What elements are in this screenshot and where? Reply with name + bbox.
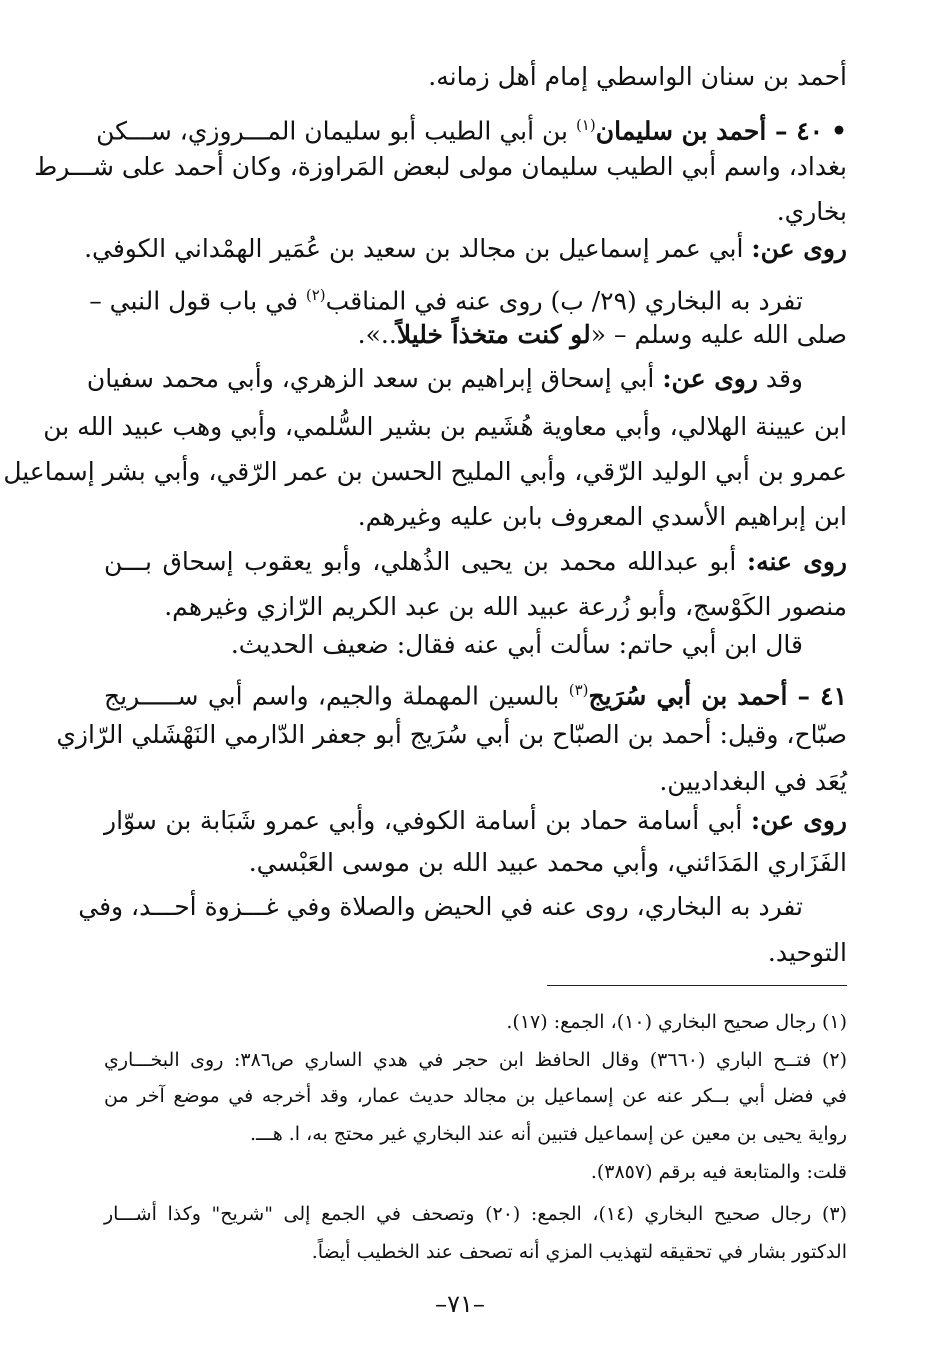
footnote-3-line-2 — [104, 1238, 847, 1266]
footnote-text: رواية يحيى بن معين عن إسماعيل فتبين أنه عند البخاري غير محتج به، ا. هـــ. — [249, 1123, 847, 1145]
footnote-2-line-1 — [104, 1046, 847, 1074]
text-line-3 — [34, 150, 847, 184]
footnote-divider — [547, 985, 847, 986]
line-text: أبو عبدالله محمد بن يحيى الذُهلي، وأبو يعقوب إسحاق بـــن — [104, 547, 747, 576]
footnote-text: (٢) فتــح الباري (٣٦٦٠) وقال الحافظ ابن حجر في هدي الساري ص٣٨٦: روى البخـــاري — [104, 1049, 847, 1071]
hadith-quote: لو كنت متخذاً خليلاً — [396, 320, 591, 349]
text-line-16 — [56, 718, 847, 752]
section-label: روى عن: — [750, 806, 847, 835]
rawa-anhu-line — [104, 545, 847, 579]
footnote-2-line-4 — [104, 1158, 847, 1186]
text-line-7 — [358, 318, 847, 352]
line-text: عمرو بن أبي الوليد الرّقي، وأبي المليح الحسن بن عمر الرّقي، وأبي بشر إسماعيل — [3, 457, 847, 486]
line-text: صلى الله عليه وسلم – « — [590, 320, 847, 349]
line-text: أبي أسامة حماد بن أسامة الكوفي، وأبي عمرو شَبَابة بن سوّار — [104, 806, 751, 835]
line-text: يُعَد في البغداديين. — [659, 767, 847, 796]
text-line-14 — [231, 628, 803, 662]
text-line-10 — [3, 455, 847, 489]
text-line-21 — [768, 936, 847, 970]
line-text: في باب قول النبي – — [89, 286, 306, 316]
entry-41-text: بالسين المهملة والجيم، واسم أبي ســـــريج — [104, 681, 569, 711]
tafarrud-line-1 — [89, 278, 803, 318]
line-text: صبّاح، وقيل: أحمد بن الصبّاح بن أبي سُرَيج أبو جعفر الدّارمي النَهْشَلي الرّازي — [56, 720, 847, 749]
entry-41-heading — [104, 673, 847, 713]
footnote-text: (٣) رجال صحيح البخاري (١٤)، الجمع: (٢٠) وتصحف في الجمع إلى "شريح" وكذا أشـــار — [104, 1203, 847, 1225]
footnote-1 — [104, 1008, 847, 1036]
rawa-an-line-1 — [84, 232, 847, 266]
footnote-2-line-3 — [104, 1120, 847, 1148]
footnote-ref-2: (٢) — [305, 286, 326, 304]
tafarrud-line-2 — [78, 890, 803, 924]
line-text: وقد — [757, 364, 803, 393]
text-line-17 — [659, 765, 847, 799]
section-label: روى عنه: — [746, 547, 847, 576]
line-text: تفرد به البخاري (٢٩/ ب) روى عنه في المناقب — [325, 286, 803, 316]
text-line-13 — [164, 590, 847, 624]
text-line-9 — [43, 410, 847, 444]
footnote-text: قلت: والمتابعة فيه برقم (٣٨٥٧). — [590, 1161, 847, 1183]
line-text: الفَزَاري المَدَائني، وأبي محمد عبيد الله بن موسى العَبْسي. — [248, 848, 847, 877]
section-label: روى عن: — [751, 234, 847, 263]
entry-40-text: بن أبي الطيب أبو سليمان المـــروزي، ســـكن — [96, 116, 576, 146]
text-line-4 — [777, 195, 847, 229]
footnote-ref-1: (١) — [575, 116, 596, 134]
page-number: –٧١– — [435, 1290, 485, 1318]
line-text: قال ابن أبي حاتم: سألت أبي عنه فقال: ضعيف الحديث. — [230, 630, 803, 659]
footnote-text: في فضل أبي بــكر عنه عن إسماعيل بن مجالد حديث عمار، وقد أخرجه في موضع آخر من — [104, 1085, 847, 1107]
entry-40-heading — [96, 108, 847, 148]
line-text: أبي عمر إسماعيل بن مجالد بن سعيد بن عُمَير الهمْداني الكوفي. — [84, 234, 752, 263]
line-text: ابن عيينة الهلالي، وأبي معاوية هُشَيم بن بشير السُّلمي، وأبي وهب عبيد الله بن — [43, 412, 847, 441]
footnote-2-line-2 — [104, 1082, 847, 1110]
line-text: التوحيد. — [767, 938, 847, 967]
bullet-marker: • — [831, 116, 847, 146]
line-text: ابن إبراهيم الأسدي المعروف بابن عليه وغيرهم. — [357, 502, 847, 531]
text-line-11 — [358, 500, 847, 534]
rawa-an-line-2 — [86, 362, 803, 396]
line-text: منصور الكَوْسج، وأبو زُرعة عبيد الله بن عبد الكريم الرّازي وغيرهم. — [164, 592, 847, 621]
line-text: ..». — [357, 320, 397, 349]
footnote-text: الدكتور بشار في تحقيقه لتهذيب المزي أنه تصحف عند الخطيب أيضاً. — [311, 1241, 847, 1263]
line-text: أحمد بن سنان الواسطي إمام أهل زمانه. — [428, 62, 847, 91]
text-line-1 — [428, 60, 847, 94]
section-label: روى عن: — [662, 364, 758, 393]
line-text: بغداد، واسم أبي الطيب سليمان مولى لبعض المَراوزة، وكان أحمد على شـــرط — [34, 152, 847, 181]
footnote-ref-3: (٣) — [568, 681, 589, 699]
entry-41-name: ٤١ – أحمد بن أبي سُرَيج — [588, 681, 848, 711]
footnote-3-line-1 — [104, 1200, 847, 1228]
text-line-19 — [249, 846, 847, 880]
footnote-text: (١) رجال صحيح البخاري (١٠)، الجمع: (١٧). — [506, 1011, 847, 1033]
rawa-an-line-3 — [104, 804, 847, 838]
line-text: تفرد به البخاري، روى عنه في الحيض والصلاة وفي غـــزوة أحـــد، وفي — [78, 892, 803, 921]
line-text: بخاري. — [776, 197, 847, 226]
line-text: أبي إسحاق إبراهيم بن سعد الزهري، وأبي محمد سفيان — [86, 364, 663, 393]
entry-40-name: ٤٠ – أحمد بن سليمان — [595, 116, 824, 146]
